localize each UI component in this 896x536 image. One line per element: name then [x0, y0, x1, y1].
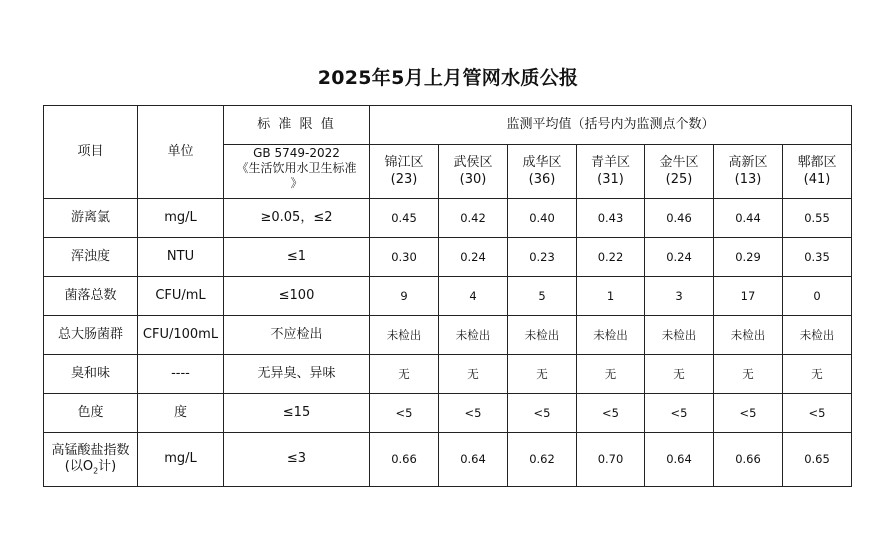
- row-value: 0.35: [783, 238, 852, 277]
- row-value: 0.64: [645, 433, 714, 487]
- row-value: 0.70: [577, 433, 645, 487]
- row-item: [44, 433, 138, 487]
- row-standard: ≤1: [224, 238, 370, 277]
- row-value: 5: [508, 277, 577, 316]
- row-value: 0.30: [370, 238, 439, 277]
- header-item: 项目: [44, 106, 138, 199]
- row-item: 臭和味: [44, 355, 138, 394]
- row-value: <5: [508, 394, 577, 433]
- row-item-line2-pre: (以O: [64, 458, 94, 474]
- row-item-line2-post: 计): [98, 458, 117, 474]
- row-value: <5: [783, 394, 852, 433]
- row-value: 无: [714, 355, 783, 394]
- row-item-line2-sub: 2: [93, 466, 99, 476]
- standard-name-end: 》: [290, 176, 303, 190]
- row-item: 浑浊度: [44, 238, 138, 277]
- table-row: [44, 199, 852, 238]
- district-count: (41): [803, 171, 831, 187]
- row-value: 未检出: [577, 316, 645, 355]
- row-standard: ≥0.05，≤2: [224, 199, 370, 238]
- row-value: 0.24: [439, 238, 508, 277]
- row-value: 未检出: [714, 316, 783, 355]
- row-value: 0.66: [714, 433, 783, 487]
- row-value: 0.64: [439, 433, 508, 487]
- header-standard: 标 准 限 值: [224, 106, 370, 145]
- row-value: 0.45: [370, 199, 439, 238]
- table-row: [44, 316, 852, 355]
- row-value: 0.43: [577, 199, 645, 238]
- row-value: 0.24: [645, 238, 714, 277]
- row-standard: ≤100: [224, 277, 370, 316]
- row-value: <5: [714, 394, 783, 433]
- row-value: 未检出: [783, 316, 852, 355]
- row-value: 0.44: [714, 199, 783, 238]
- row-value: 无: [577, 355, 645, 394]
- row-item: 游离氯: [44, 199, 138, 238]
- row-value: 0.22: [577, 238, 645, 277]
- header-district: [370, 145, 439, 199]
- row-unit: NTU: [138, 238, 224, 277]
- row-standard: ≤15: [224, 394, 370, 433]
- row-value: 9: [370, 277, 439, 316]
- header-unit: 单位: [138, 106, 224, 199]
- row-value: 未检出: [645, 316, 714, 355]
- header-district: [783, 145, 852, 199]
- row-item: 色度: [44, 394, 138, 433]
- row-value: 0.29: [714, 238, 783, 277]
- row-value: 无: [508, 355, 577, 394]
- header-row: [44, 106, 852, 145]
- row-standard: 无异臭、异味: [224, 355, 370, 394]
- district-count: (31): [597, 171, 624, 187]
- district-count: (36): [528, 171, 556, 187]
- district-name: 成华区: [522, 155, 562, 171]
- district-count: (25): [665, 171, 693, 187]
- row-value: <5: [577, 394, 645, 433]
- header-district: [508, 145, 577, 199]
- row-unit: CFU/100mL: [138, 316, 224, 355]
- header-district: [714, 145, 783, 199]
- row-unit: 度: [138, 394, 224, 433]
- header-district: [645, 145, 714, 199]
- district-name: 高新区: [728, 155, 768, 171]
- district-name: 郫都区: [797, 155, 837, 171]
- row-value: <5: [439, 394, 508, 433]
- row-value: 3: [645, 277, 714, 316]
- row-item-line2: [44, 459, 137, 477]
- row-value: 无: [370, 355, 439, 394]
- page-title: 2025年5月上月管网水质公报: [317, 67, 579, 89]
- row-value: 1: [577, 277, 645, 316]
- row-value: 未检出: [508, 316, 577, 355]
- table-row: [44, 394, 852, 433]
- table-row: [44, 277, 852, 316]
- district-name: 青羊区: [590, 155, 630, 171]
- header-district: [577, 145, 645, 199]
- row-value: 0.65: [783, 433, 852, 487]
- district-count: (30): [459, 171, 487, 187]
- row-value: 0.55: [783, 199, 852, 238]
- district-count: (23): [390, 171, 418, 187]
- row-standard: ≤3: [224, 433, 370, 487]
- row-unit: mg/L: [138, 199, 224, 238]
- row-value: <5: [370, 394, 439, 433]
- header-district: [439, 145, 508, 199]
- row-unit: ----: [138, 355, 224, 394]
- row-value: 0.40: [508, 199, 577, 238]
- table-row: [44, 355, 852, 394]
- row-item-line1: 高锰酸盐指数: [51, 442, 130, 458]
- header-monitor: 监测平均值（括号内为监测点个数）: [370, 106, 852, 145]
- row-value: 未检出: [439, 316, 508, 355]
- standard-code: GB 5749-2022: [253, 146, 340, 160]
- row-value: 17: [714, 277, 783, 316]
- table-row: [44, 433, 852, 487]
- row-unit: mg/L: [138, 433, 224, 487]
- row-value: 0.66: [370, 433, 439, 487]
- row-value: 无: [439, 355, 508, 394]
- row-value: 0.46: [645, 199, 714, 238]
- district-name: 锦江区: [384, 155, 424, 171]
- row-value: 0.62: [508, 433, 577, 487]
- row-value: 0.23: [508, 238, 577, 277]
- row-item: 总大肠菌群: [44, 316, 138, 355]
- row-value: 未检出: [370, 316, 439, 355]
- row-value: 无: [645, 355, 714, 394]
- header-standard-source: [224, 145, 370, 199]
- district-name: 武侯区: [453, 155, 493, 171]
- district-name: 金牛区: [659, 155, 699, 171]
- row-value: 4: [439, 277, 508, 316]
- water-quality-table: [43, 105, 852, 487]
- standard-name: 《生活饮用水卫生标准: [236, 161, 357, 175]
- row-unit: CFU/mL: [138, 277, 224, 316]
- row-value: <5: [645, 394, 714, 433]
- row-value: 无: [783, 355, 852, 394]
- table-row: [44, 238, 852, 277]
- row-item: 菌落总数: [44, 277, 138, 316]
- row-standard: 不应检出: [224, 316, 370, 355]
- row-value: 0.42: [439, 199, 508, 238]
- row-value: 0: [783, 277, 852, 316]
- district-count: (13): [734, 171, 762, 187]
